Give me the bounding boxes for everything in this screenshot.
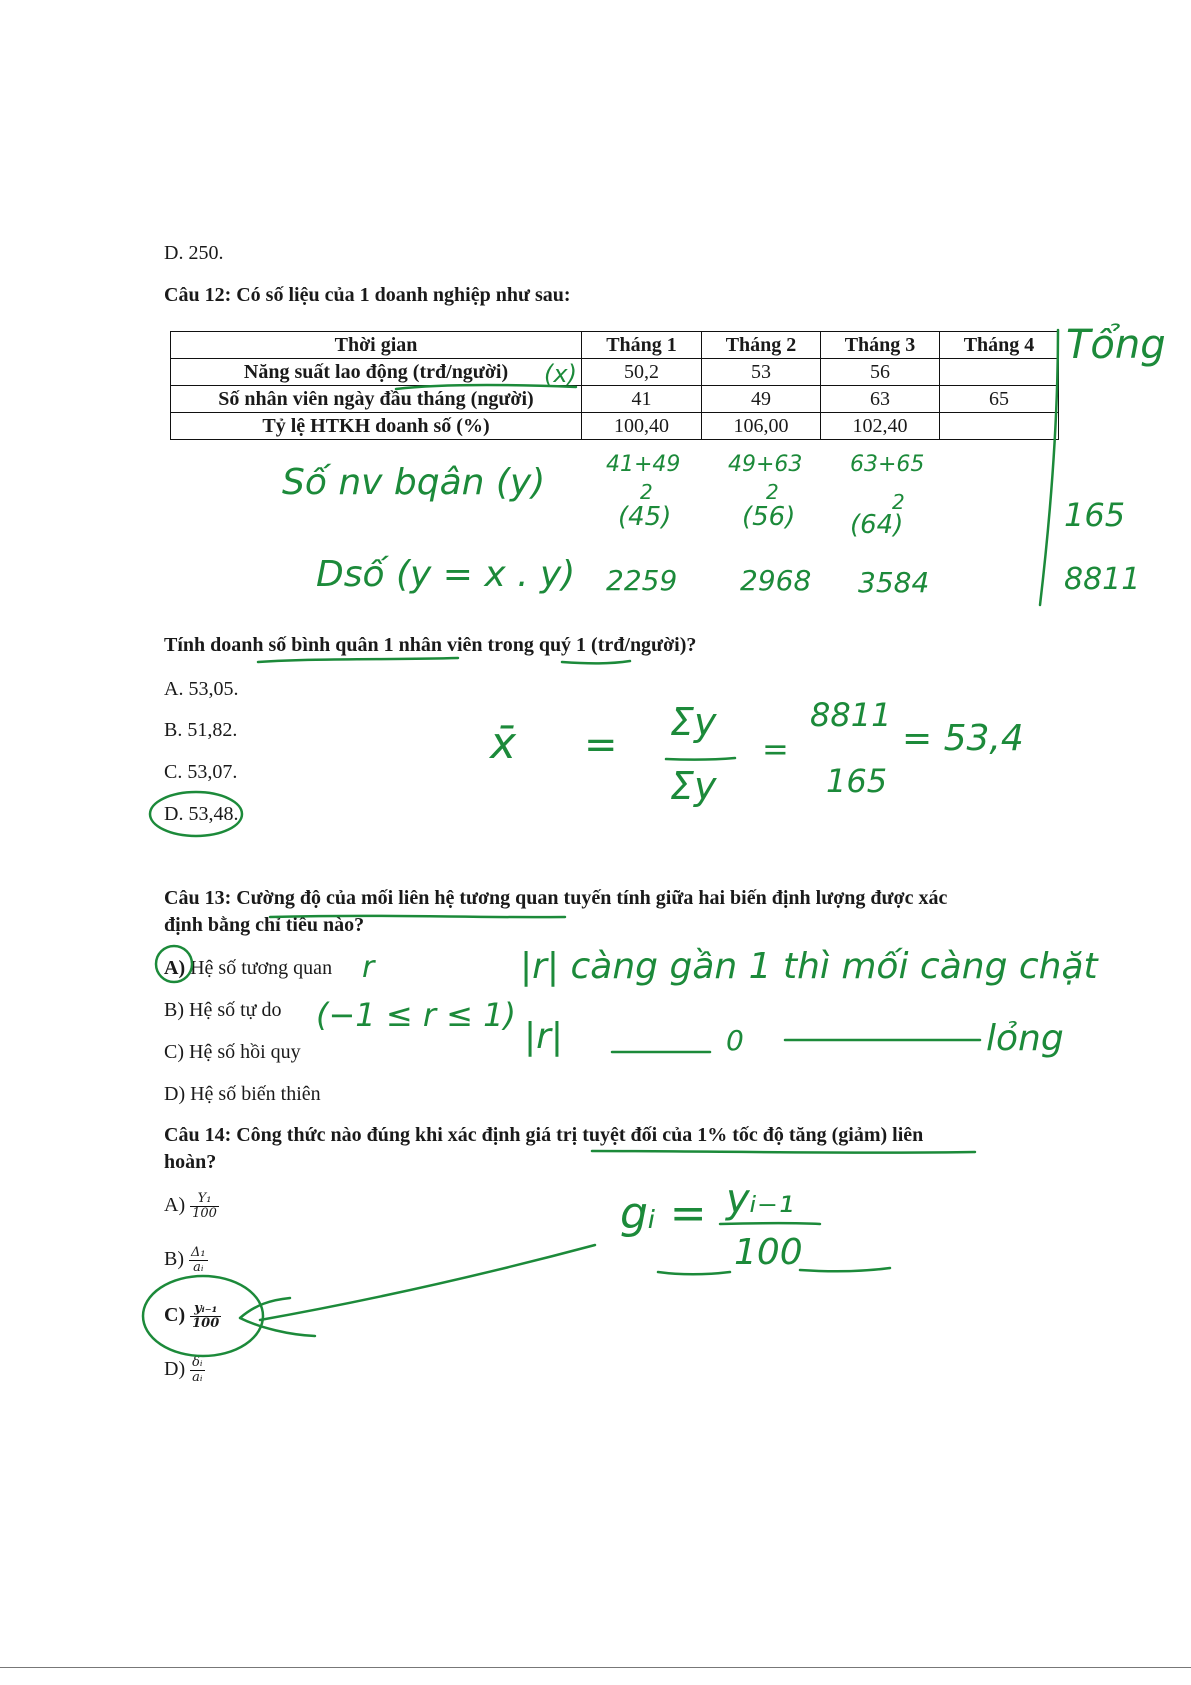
hand-so-nv-val-1: (45)	[618, 502, 672, 532]
hand-formula-equals-2: =	[762, 730, 789, 768]
option-text: Hệ số tự do	[189, 999, 282, 1021]
table-header: Tháng 3	[821, 332, 940, 359]
hand-formula-result: = 53,4	[902, 718, 1024, 759]
q14-underline	[592, 1151, 975, 1153]
hand-r-range: (−1 ≤ r ≤ 1)	[316, 996, 516, 1034]
table-cell: 49	[702, 386, 821, 413]
table-cell: 102,40	[821, 413, 940, 440]
previous-option-d: D. 250.	[164, 242, 224, 264]
table-cell: 100,40	[582, 413, 702, 440]
q13-title-line1: Câu 13: Cường độ của mối liên hệ tương quan tuyến tính giữa hai biến định lượng được xác	[164, 887, 948, 909]
hand-formula-sum-den: Σy	[670, 764, 717, 808]
hand-so-nv-total: 165	[1064, 496, 1126, 534]
hand-x-mark: (x)	[544, 360, 577, 388]
q12-question: Tính doanh số bình quân 1 nhân viên trong quý 1 (trđ/người)?	[164, 634, 697, 656]
hand-ds-val-3: 3584	[858, 566, 930, 599]
hand-ds-val-1: 2259	[606, 564, 678, 597]
q13-underline	[270, 916, 565, 917]
hand-g-den: 100	[734, 1232, 803, 1273]
answer-a-circle	[156, 946, 192, 982]
option-text: Hệ số hồi quy	[189, 1041, 301, 1063]
hand-so-nv-den-3: 2	[892, 490, 905, 514]
q12-option-d: D. 53,48.	[164, 803, 239, 825]
hand-ds-total: 8811	[1064, 562, 1141, 597]
option-label: D)	[164, 1083, 186, 1105]
hand-so-nv-frac-3: 63+65	[850, 452, 925, 477]
formula-fraction-bar-2	[800, 1268, 890, 1271]
hand-so-nv-label: Số nv bqân (y)	[282, 462, 546, 503]
table-header: Tháng 2	[702, 332, 821, 359]
option-text: Hệ số tương quan	[190, 957, 333, 979]
hand-so-nv-val-2: (56)	[742, 502, 796, 532]
page-bottom-rule	[0, 1667, 1191, 1668]
hand-ds-label: Dsố (y = x . y)	[316, 554, 576, 595]
table-cell: 106,00	[702, 413, 821, 440]
option-label: A)	[164, 957, 186, 979]
hand-r-note-2-left: |r|	[524, 1016, 564, 1057]
option-label: B)	[164, 1248, 184, 1271]
q13-title-line2: định bằng chỉ tiêu nào?	[164, 914, 365, 936]
g-fraction-bar	[720, 1223, 820, 1224]
q12-option-a: A. 53,05.	[164, 678, 239, 700]
table-header: Tháng 4	[940, 332, 1059, 359]
hand-so-nv-frac-2: 49+63	[728, 452, 803, 477]
hand-r-note-1: |r| càng gần 1 thì mối càng chặt	[520, 946, 1098, 987]
table-header: Thời gian	[171, 332, 582, 359]
table-header: Tháng 1	[582, 332, 702, 359]
hand-formula-lhs: x̄	[490, 718, 517, 769]
option-label: D)	[164, 1358, 186, 1381]
table-cell: Năng suất lao động (trđ/người)	[171, 359, 582, 386]
hand-r-note-2-zero: 0	[726, 1024, 744, 1057]
hand-so-nv-frac-1: 41+49	[606, 452, 681, 477]
hand-formula-sum-num: Σy	[670, 700, 717, 744]
hand-so-nv-den-1: 2	[640, 480, 653, 504]
table-cell: 41	[582, 386, 702, 413]
hand-r-mark: r	[362, 950, 375, 985]
option-label: B)	[164, 999, 184, 1021]
formula-fraction: $\frac{\text{δᵢ}}{\text{aᵢ}}$	[192, 1355, 203, 1385]
table-cell: 56	[821, 359, 940, 386]
table-cell: 53	[702, 359, 821, 386]
option-text: Hệ số biến thiên	[190, 1083, 321, 1105]
hand-so-nv-val-3: (64)	[850, 510, 904, 540]
answer-d-circle	[150, 792, 242, 836]
formula-fraction: $\frac{\text{Y₁}}{100}$	[192, 1191, 217, 1221]
hand-r-note-2-right: lỏng	[986, 1018, 1064, 1059]
hand-formula-num: 8811	[810, 696, 892, 734]
formula-fraction: $\frac{\text{yᵢ₋₁}}{100}$	[192, 1301, 220, 1331]
q12-question-underline-2	[562, 661, 630, 663]
formula-fraction-bar-3	[666, 758, 735, 760]
table-cell: 63	[821, 386, 940, 413]
hand-formula-den: 165	[826, 762, 888, 800]
q12-question-underline-1	[258, 658, 458, 662]
hand-formula-equals-1: =	[584, 722, 618, 768]
hand-so-nv-den-2: 2	[766, 480, 779, 504]
option-label: C)	[164, 1041, 184, 1063]
hand-tong: Tổng	[1066, 322, 1166, 368]
hand-g-lhs: gᵢ =	[620, 1188, 707, 1239]
table-cell: 50,2	[582, 359, 702, 386]
answer-c-arrow	[260, 1245, 595, 1320]
option-label: A)	[164, 1194, 186, 1217]
answer-c-circle	[143, 1276, 263, 1356]
formula-fraction-bar-1	[658, 1272, 730, 1274]
q12-option-c: C. 53,07.	[164, 761, 238, 783]
q12-title: Câu 12: Có số liệu của 1 doanh nghiệp như sau:	[164, 284, 571, 306]
option-label: C)	[164, 1304, 186, 1327]
q12-option-b: B. 51,82.	[164, 719, 238, 741]
tong-divider-line	[1040, 330, 1058, 605]
table-cell: Số nhân viên ngày đầu tháng (người)	[171, 386, 582, 413]
formula-fraction: $\frac{\text{Δ₁}}{\text{aᵢ}}$	[191, 1245, 206, 1275]
q14-title-line2: hoàn?	[164, 1151, 217, 1173]
hand-ds-val-2: 2968	[740, 564, 812, 597]
table-cell: 65	[940, 386, 1059, 413]
q14-title-line1: Câu 14: Công thức nào đúng khi xác định giá trị tuyệt đối của 1% tốc độ tăng (giảm) liên	[164, 1124, 924, 1146]
hand-g-num: yᵢ₋₁	[726, 1176, 794, 1222]
table-cell: Tỷ lệ HTKH doanh số (%)	[171, 413, 582, 440]
